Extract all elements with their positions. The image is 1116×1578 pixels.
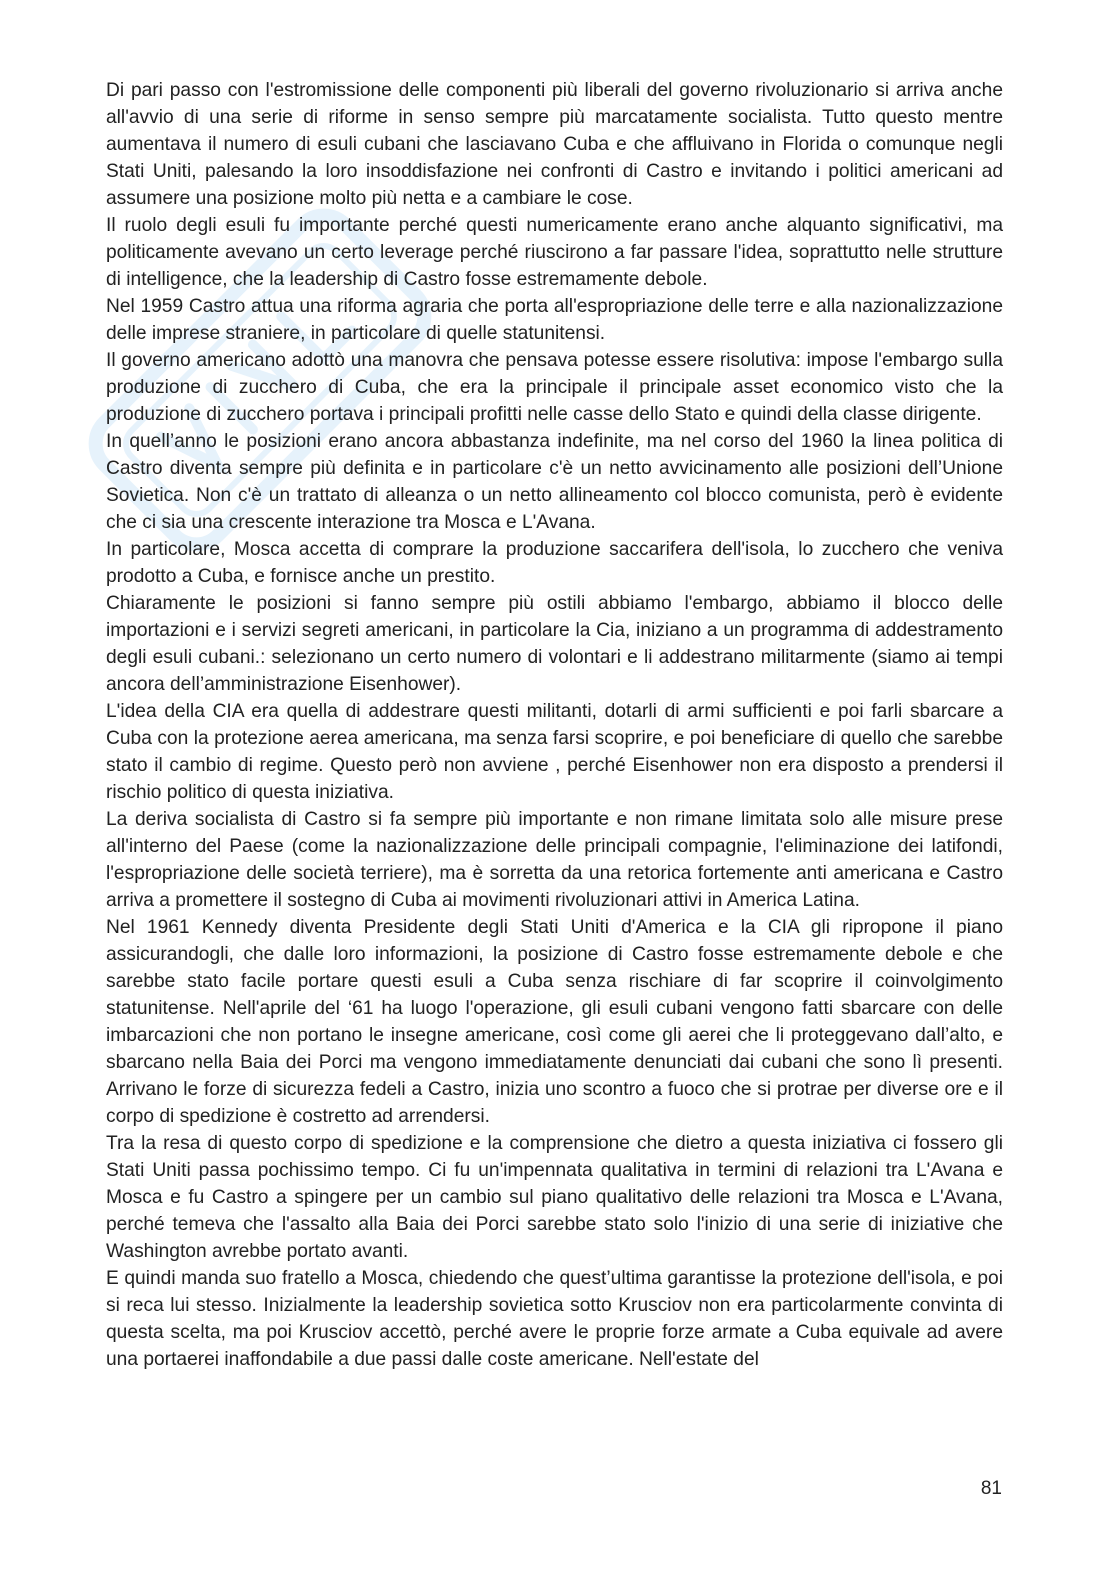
paragraph: Tra la resa di questo corpo di spedizione e la comprensione che dietro a questa iniziativa ci fossero gli Stati Uniti passa pochissimo tempo. Ci fu un'impennata qualitativa in termini di relazioni tra L'Avana e Mosca e fu Castro a spingere per un cambio sul piano qualitativo delle relazioni tra Mosca e L'Avana, perché temeva che l'assalto alla Baia dei Porci sarebbe stato solo l'inizio di una serie di iniziative che Washington avrebbe portato avanti. — [106, 1133, 1003, 1262]
paragraph: Nel 1959 Castro attua una riforma agraria che porta all'espropriazione delle terre e alla nazionalizzazione delle imprese straniere, in particolare di quelle statunitensi. — [106, 296, 1003, 344]
document-body — [106, 77, 1003, 1373]
paragraph: L'idea della CIA era quella di addestrare questi militanti, dotarli di armi sufficienti e poi farli sbarcare a Cuba con la protezione aerea americana, ma senza farsi scoprire, e poi beneficiare di quello che sarebbe stato il cambio di regime. Questo però non avviene , perché Eisenhower non era disposto a prendersi il rischio politico di questa iniziativa. — [106, 701, 1003, 803]
paragraph: Nel 1961 Kennedy diventa Presidente degli Stati Uniti d'America e la CIA gli ripropone il piano assicurandogli, che dalle loro informazioni, la posizione di Castro fosse estremamente debole e che sarebbe stato facile portare questi esuli a Cuba senza rischiare di far scoprire il coinvolgimento statunitense. Nell'aprile del ‘61 ha luogo l'operazione, gli esuli cubani vengono fatti sbarcare con delle imbarcazioni che non portano le insegne americane, così come gli aerei che li proteggevano dall’alto, e sbarcano nella Baia dei Porci ma vengono immediatamente denunciati dai cubani che sono lì presenti. Arrivano le forze di sicurezza fedeli a Castro, inizia uno scontro a fuoco che si protrae per diverse ore e il corpo di spedizione è costretto ad arrendersi. — [106, 917, 1003, 1127]
paragraph: Chiaramente le posizioni si fanno sempre più ostili abbiamo l'embargo, abbiamo il blocco delle importazioni e i servizi segreti americani, in particolare la Cia, iniziano a un programma di addestramento degli esuli cubani.: selezionano un certo numero di volontari e li addestrano militarmente (siamo ai tempi ancora dell’amministrazione Eisenhower). — [106, 593, 1003, 695]
paragraph: E quindi manda suo fratello a Mosca, chiedendo che quest’ultima garantisse la protezione dell'isola, e poi si reca lui stesso. Inizialmente la leadership sovietica sotto Krusciov non era particolarmente convinta di questa scelta, ma poi Krusciov accettò, perché avere le proprie forze armate a Cuba equivale ad avere una portaerei inaffondabile a due passi dalle coste americane. Nell'estate del — [106, 1268, 1003, 1370]
paragraph: Il governo americano adottò una manovra che pensava potesse essere risolutiva: impose l'embargo sulla produzione di zucchero di Cuba, che era la principale il principale asset economico visto che la produzione di zucchero portava i principali profitti nelle casse dello Stato e quindi della classe dirigente. — [106, 350, 1003, 425]
paragraph: Il ruolo degli esuli fu importante perché questi numericamente erano anche alquanto significativi, ma politicamente avevano un certo leverage perché riuscirono a far passare l'idea, soprattutto nelle strutture di intelligence, che la leadership di Castro fosse estremamente debole. — [106, 215, 1003, 290]
paragraph: La deriva socialista di Castro si fa sempre più importante e non rimane limitata solo alle misure prese all'interno del Paese (come la nazionalizzazione delle principali compagnie, l'eliminazione dei latifondi, l'espropriazione delle società terriere), ma è sorretta da una retorica fortemente anti americana e Castro arriva a promettere il sostegno di Cuba ai movimenti rivoluzionari attivi in America Latina. — [106, 809, 1003, 911]
paragraph: Di pari passo con l'estromissione delle componenti più liberali del governo rivoluzionario si arriva anche all'avvio di una serie di riforme in senso sempre più marcatamente socialista. Tutto questo mentre aumentava il numero di esuli cubani che lasciavano Cuba e che affluivano in Florida o comunque negli Stati Uniti, palesando la loro insoddisfazione nei confronti di Castro e invitando i politici americani ad assumere una posizione molto più netta e a cambiare le cose. — [106, 80, 1003, 209]
page-number: 81 — [980, 1478, 1002, 1499]
paragraph: In quell’anno le posizioni erano ancora abbastanza indefinite, ma nel corso del 1960 la linea politica di Castro diventa sempre più definita e in particolare c'è un netto avvicinamento alle posizioni dell’Unione Sovietica. Non c'è un trattato di alleanza o un netto allineamento col blocco comunista, però è evidente che ci sia una crescente interazione tra Mosca e L'Avana. — [106, 431, 1003, 533]
paragraph: In particolare, Mosca accetta di comprare la produzione saccarifera dell'isola, lo zucchero che veniva prodotto a Cuba, e fornisce anche un prestito. — [106, 539, 1003, 587]
